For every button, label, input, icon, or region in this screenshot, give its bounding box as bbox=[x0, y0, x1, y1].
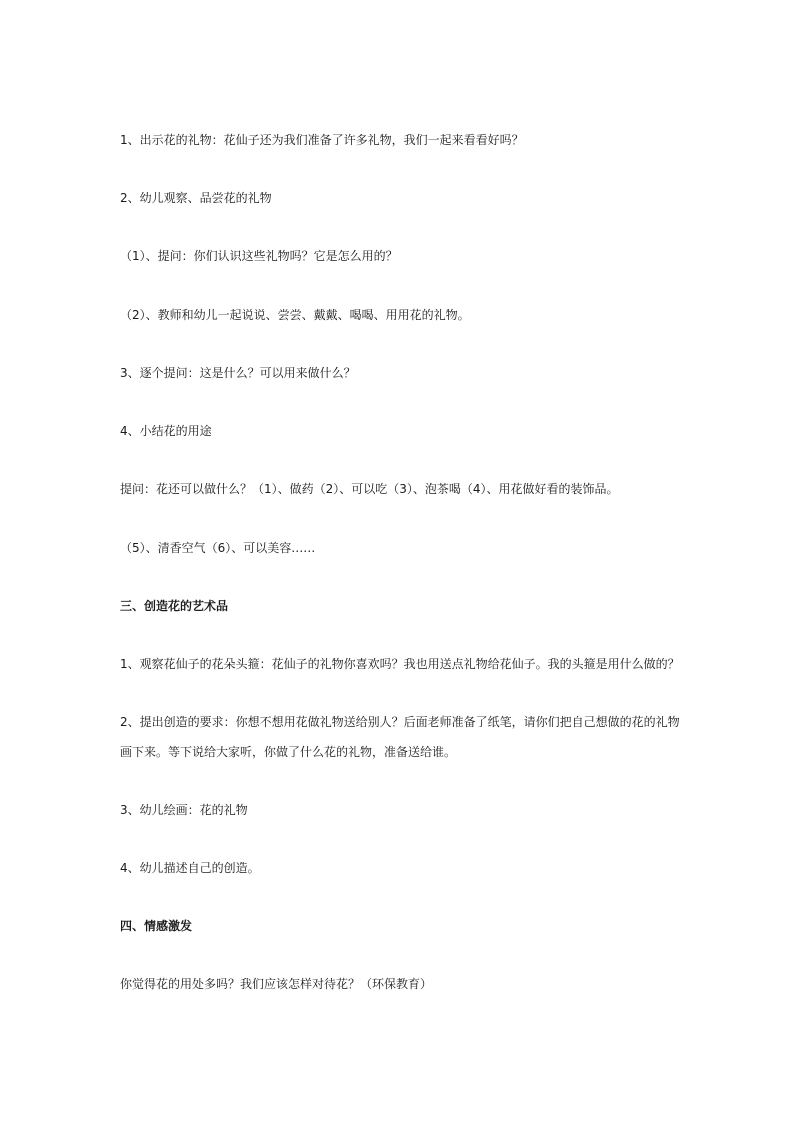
section3-step-2: 2、提出创造的要求：你想不想用花做礼物送给别人？后面老师准备了纸笔，请你们把自己想做的花的礼物 bbox=[120, 715, 680, 729]
substep-1-question: （1）、提问：你们认识这些礼物吗？它是怎么用的？ bbox=[120, 249, 398, 263]
section3-step-2-continued: 画下来。等下说给大家听，你做了什么花的礼物，准备送给谁。 bbox=[120, 745, 457, 759]
step-2-observe-gifts: 2、幼儿观察、品尝花的礼物 bbox=[120, 191, 272, 205]
section3-step-1: 1、观察花仙子的花朵头箍：花仙子的礼物你喜欢吗？我也用送点礼物给花仙子。我的头箍是用什么做的？ bbox=[120, 657, 680, 671]
step-1-show-gifts: 1、出示花的礼物：花仙子还为我们准备了许多礼物，我们一起来看看好吗？ bbox=[120, 133, 524, 147]
uses-question: 提问：花还可以做什么？（1）、做药（2）、可以吃（3）、泡茶喝（4）、用花做好看的装饰品。 bbox=[120, 482, 619, 496]
section3-step-4: 4、幼儿描述自己的创造。 bbox=[120, 861, 260, 875]
uses-continued: （5）、清香空气（6）、可以美容…… bbox=[120, 541, 316, 555]
step-4-summary: 4、小结花的用途 bbox=[120, 424, 212, 438]
section-four-heading: 四、情感激发 bbox=[120, 919, 193, 933]
section-three-heading: 三、创造花的艺术品 bbox=[120, 599, 229, 613]
substep-2-together: （2）、教师和幼儿一起说说、尝尝、戴戴、喝喝、用用花的礼物。 bbox=[120, 308, 470, 322]
section3-step-3: 3、幼儿绘画：花的礼物 bbox=[120, 803, 248, 817]
step-3-ask-each: 3、逐个提问：这是什么？可以用来做什么？ bbox=[120, 366, 356, 380]
section4-question: 你觉得花的用处多吗？我们应该怎样对待花？（环保教育） bbox=[120, 977, 433, 991]
